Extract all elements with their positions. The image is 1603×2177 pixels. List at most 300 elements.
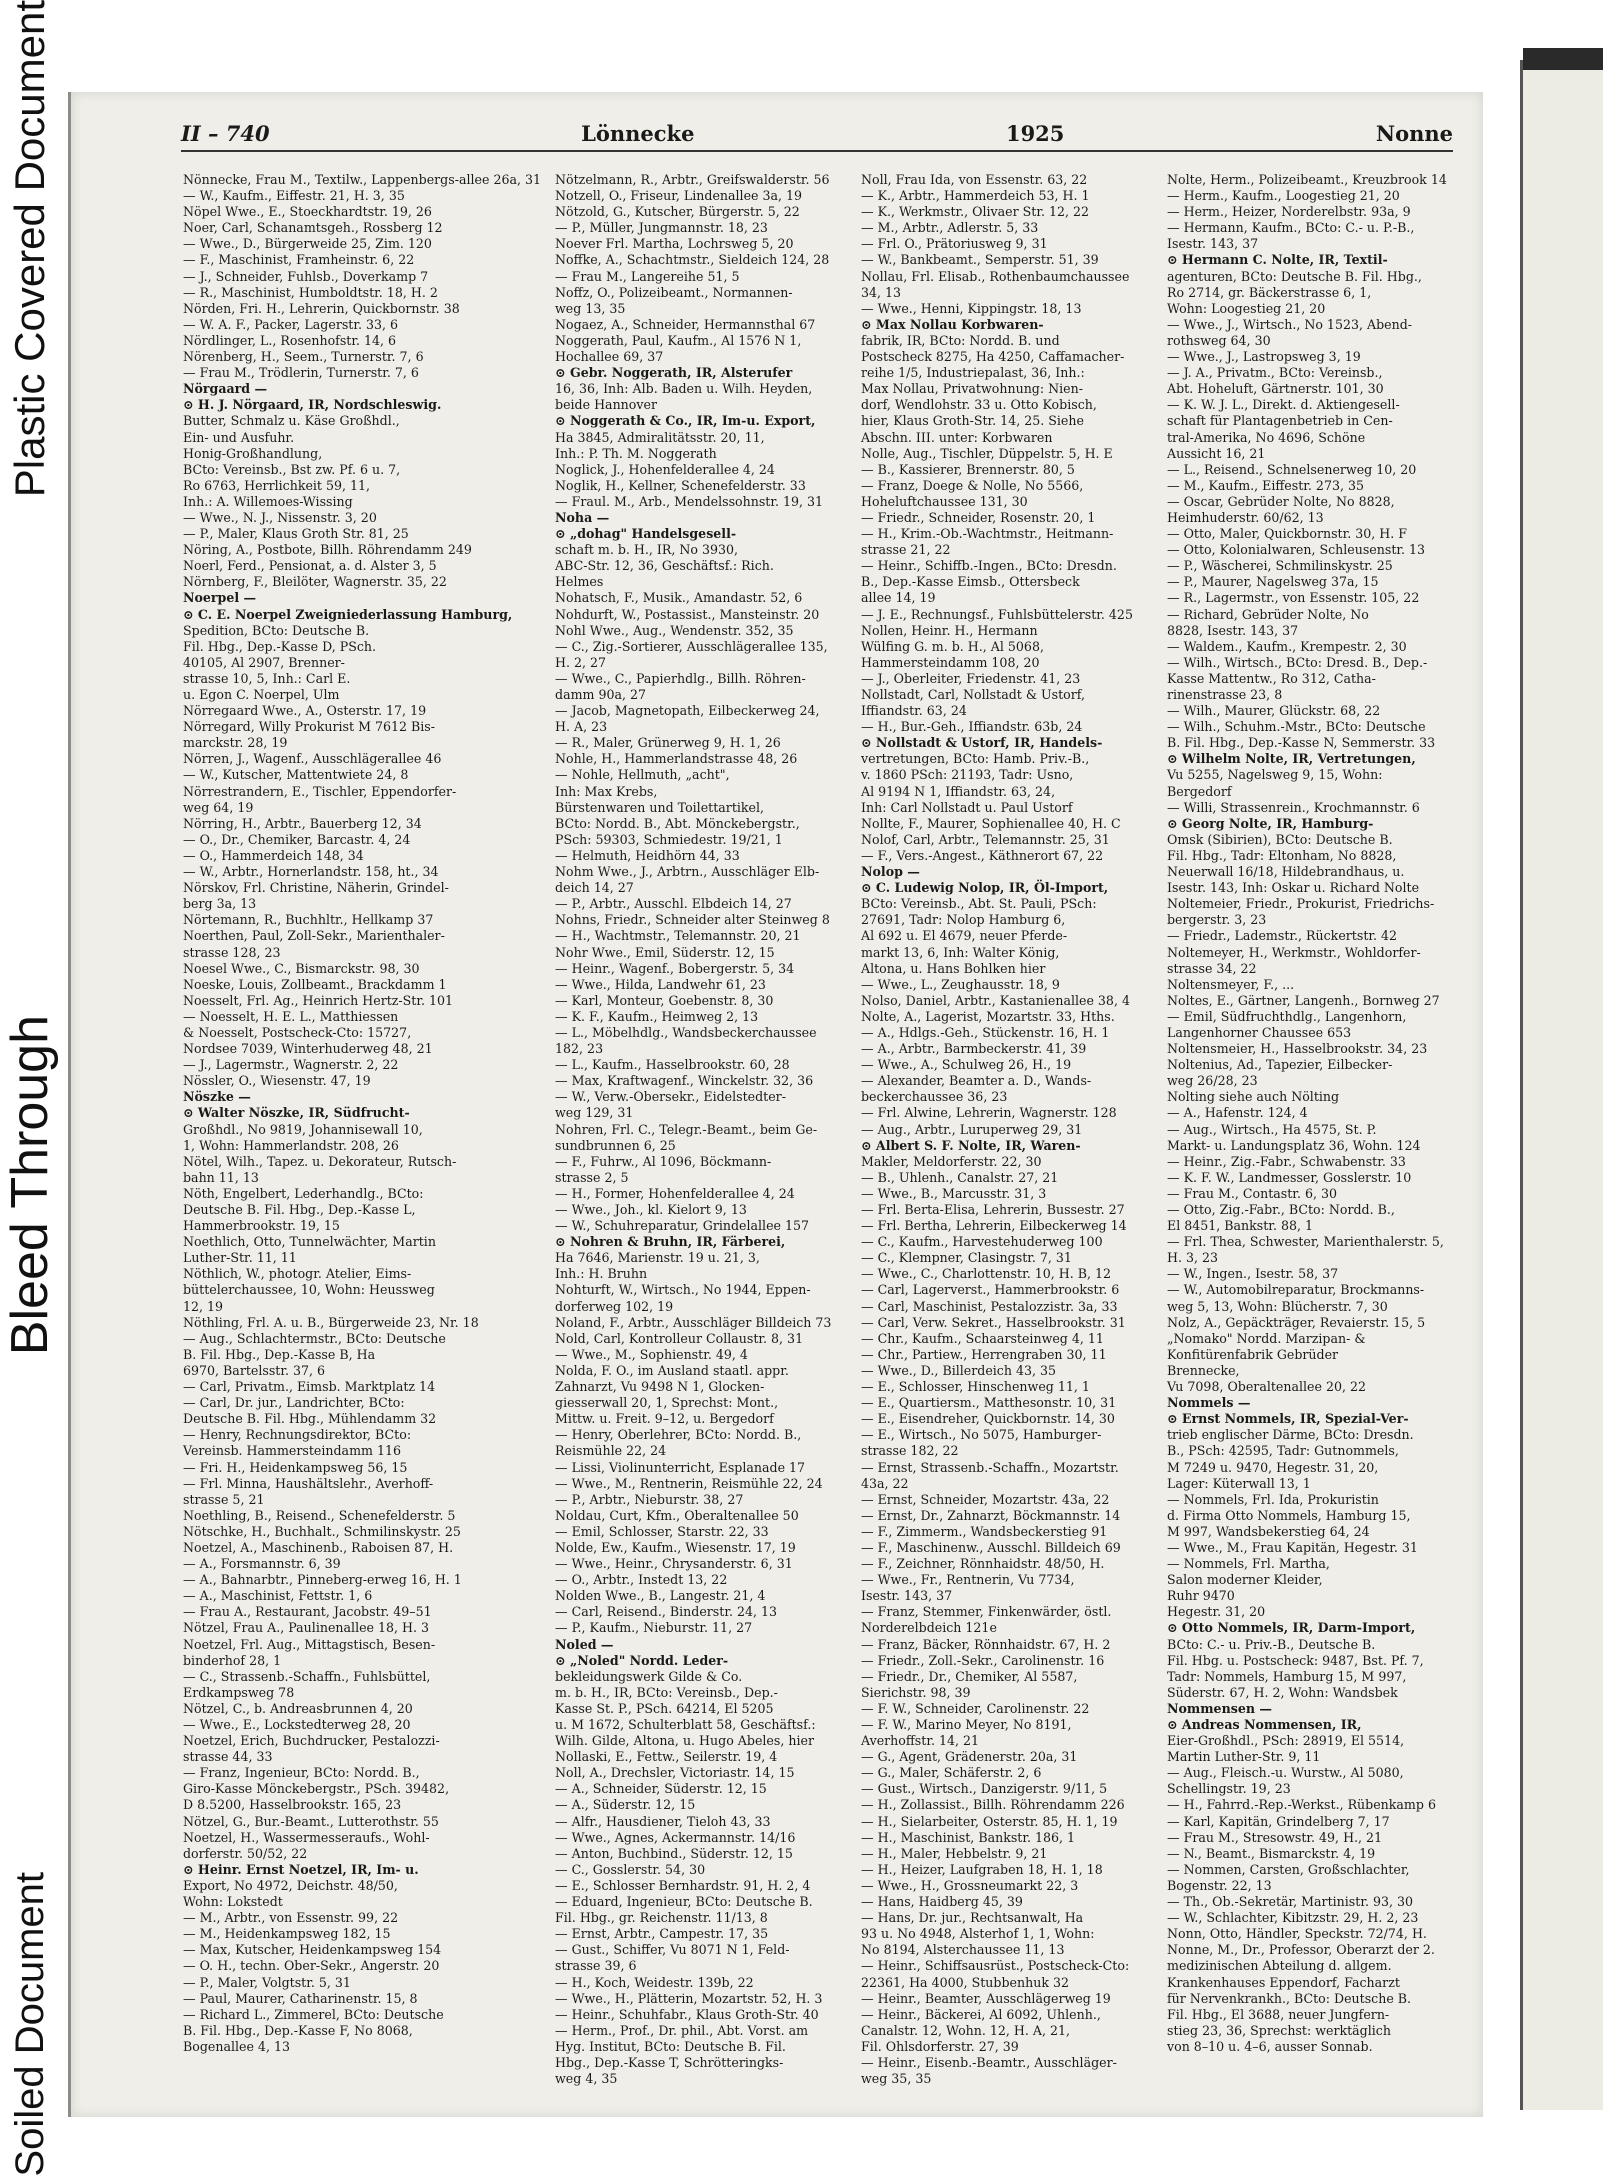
directory-entry: ⊙ Gebr. Noggerath, IR, Alsterufer — [555, 365, 793, 381]
directory-entry: Ein- und Ausfuhr. — [183, 429, 295, 445]
directory-entry: ⊙ Andreas Nommensen, IR, — [1167, 1717, 1362, 1732]
directory-entry: No 8194, Alsterchaussee 11, 13 — [861, 1942, 1065, 1958]
directory-entry: Noethlich, Otto, Tunnelwächter, Martin — [183, 1234, 436, 1250]
directory-entry: — G., Maler, Schäferstr. 2, 6 — [861, 1765, 1042, 1781]
directory-entry: d. Firma Otto Nommels, Hamburg 15, — [1167, 1507, 1411, 1523]
directory-entry: Fil. Ohlsdorferstr. 27, 39 — [861, 2038, 1019, 2054]
directory-entry: — E., Eisendreher, Quickbornstr. 14, 30 — [861, 1411, 1115, 1427]
directory-entry: — Ernst, Arbtr., Campestr. 17, 35 — [555, 1926, 769, 1942]
directory-entry: — W., Bankbeamt., Semperstr. 51, 39 — [861, 252, 1099, 268]
directory-entry: — R., Lagermstr., von Essenstr. 105, 22 — [1167, 590, 1420, 606]
directory-entry: — Carl, Reisend., Binderstr. 24, 13 — [555, 1604, 778, 1620]
directory-entry: Krankenhauses Eppendorf, Facharzt — [1167, 1974, 1400, 1990]
directory-entry: — J., Lagermstr., Wagnerstr. 2, 22 — [183, 1057, 399, 1073]
directory-entry: Fil. Hbg., Tadr: Eltonham, No 8828, — [1167, 847, 1397, 863]
directory-entry: Nolof, Carl, Arbtr., Telemannstr. 25, 31 — [861, 831, 1110, 847]
directory-entry: Mittw. u. Freit. 9–12, u. Bergedorf — [555, 1411, 774, 1427]
directory-entry: — W., Kutscher, Mattentwiete 24, 8 — [183, 767, 409, 783]
directory-entry: Nörren, J., Wagenf., Ausschlägerallee 46 — [183, 751, 442, 767]
directory-entry: 182, 23 — [555, 1041, 604, 1057]
directory-entry: — Aug., Schlachtermstr., BCto: Deutsche — [183, 1330, 446, 1346]
directory-entry: — Wwe., D., Billerdeich 43, 35 — [861, 1362, 1057, 1378]
directory-entry: — M., Heidenkampsweg 182, 15 — [183, 1926, 391, 1942]
directory-entry: — Aug., Fleisch.-u. Wurstw., Al 5080, — [1167, 1765, 1404, 1781]
directory-entry: Nolop — — [861, 864, 920, 880]
directory-entry: vertretungen, BCto: Hamb. Priv.-B., — [861, 751, 1090, 767]
directory-entry: — C., Gosslerstr. 54, 30 — [555, 1861, 706, 1877]
directory-entry: Wülfing G. m. b. H., Al 5068, — [861, 638, 1044, 654]
directory-entry: — Heinr., Schiffb.-Ingen., BCto: Dresdn. — [861, 558, 1117, 574]
directory-entry: Noldau, Curt, Kfm., Oberaltenallee 50 — [555, 1507, 799, 1523]
directory-entry: Nolda, F. O., im Ausland staatl. appr. — [555, 1362, 789, 1378]
directory-entry: Nollen, Heinr. H., Hermann — [861, 622, 1038, 638]
directory-entry: — A., Bahnarbtr., Pinneberg-erweg 16, H. 1 — [183, 1572, 462, 1588]
directory-entry: B. Fil. Hbg., Dep.-Kasse F, No 8068, — [183, 2022, 413, 2038]
directory-entry: B., PSch: 42595, Tadr: Gutnommels, — [1167, 1443, 1399, 1459]
directory-entry: — Friedr., Dr., Chemiker, Al 5587, — [861, 1668, 1078, 1684]
directory-entry: — Henry, Rechnungsdirektor, BCto: — [183, 1427, 412, 1443]
directory-entry: Noetzel, Frl. Aug., Mittagstisch, Besen- — [183, 1636, 436, 1652]
directory-entry: — Wwe., M., Sophienstr. 49, 4 — [555, 1346, 748, 1362]
directory-page — [68, 92, 1483, 2117]
directory-entry: Kasse St. P., PSch. 64214, El 5205 — [555, 1700, 774, 1716]
directory-entry: Norderelbdeich 121e — [861, 1620, 997, 1636]
directory-entry: — Ernst, Schneider, Mozartstr. 43a, 22 — [861, 1491, 1110, 1507]
directory-entry: — Fri. H., Heidenkampsweg 56, 15 — [183, 1459, 408, 1475]
directory-entry: — Wwe., Heinr., Chrysanderstr. 6, 31 — [555, 1556, 793, 1572]
directory-entry: Nollstadt, Carl, Nollstadt & Ustorf, — [861, 687, 1086, 702]
directory-entry: marckstr. 28, 19 — [183, 735, 288, 751]
directory-entry: — H., Heizer, Laufgraben 18, H. 1, 18 — [861, 1861, 1103, 1877]
directory-entry: — Wilh., Wirtsch., BCto: Dresd. B., Dep.- — [1167, 654, 1428, 670]
directory-entry: Wilh. Gilde, Altona, u. Hugo Abeles, hier — [555, 1733, 814, 1749]
directory-entry: Nörregaard Wwe., A., Osterstr. 17, 19 — [183, 703, 427, 719]
directory-entry: — Jacob, Magnetopath, Eilbeckerweg 24, — [555, 703, 820, 719]
directory-entry: — B., Uhlenh., Canalstr. 27, 21 — [861, 1169, 1059, 1185]
directory-entry: Vu 7098, Oberaltenallee 20, 22 — [1167, 1379, 1367, 1395]
directory-entry: — Nommen, Carsten, Großschlachter, — [1167, 1861, 1410, 1877]
directory-entry: — Heinr., Eisenb.-Beamtr., Ausschläger- — [861, 2054, 1117, 2070]
directory-entry: — Frl. Berta-Elisa, Lehrerin, Bussestr. 27 — [861, 1202, 1125, 1217]
directory-entry: — Richard, Gebrüder Nolte, No — [1167, 606, 1369, 622]
directory-entry: — E., Wirtsch., No 5075, Hamburger- — [861, 1427, 1102, 1443]
directory-entry: Langenhorner Chaussee 653 — [1167, 1024, 1352, 1040]
directory-entry: — Th., Ob.-Sekretär, Martinistr. 93, 30 — [1167, 1894, 1414, 1910]
directory-entry: Noerpel — — [183, 590, 257, 606]
directory-entry: Nollte, F., Maurer, Sophienallee 40, H. C — [861, 815, 1121, 831]
directory-entry: — Carl, Privatm., Eimsb. Marktplatz 14 — [183, 1379, 436, 1395]
directory-entry: — P., Arbtr., Nieburstr. 38, 27 — [555, 1491, 744, 1507]
directory-entry: BCto: C.- u. Priv.-B., Deutsche B. — [1167, 1636, 1376, 1652]
directory-entry: — Gust., Schiffer, Vu 8071 N 1, Feld- — [555, 1942, 790, 1958]
directory-entry: Ha 7646, Marienstr. 19 u. 21, 3, — [555, 1250, 760, 1266]
directory-entry: Inh: Max Krebs, — [555, 783, 658, 799]
directory-entry: Fil. Hbg., El 3688, neuer Jungfern- — [1167, 2006, 1390, 2022]
directory-entry: M 997, Wandsbekerstieg 64, 24 — [1167, 1523, 1370, 1539]
directory-entry: Tadr: Nommels, Hamburg 15, M 997, — [1167, 1668, 1407, 1684]
directory-entry: Noglick, J., Hohenfelderallee 4, 24 — [555, 461, 775, 477]
directory-entry: — K., Werkmstr., Olivaer Str. 12, 22 — [861, 204, 1090, 220]
directory-entry: Abt. Hoheluft, Gärtnerstr. 101, 30 — [1167, 381, 1384, 397]
directory-entry: 1, Wohn: Hammerlandstr. 208, 26 — [183, 1137, 399, 1153]
directory-entry: Eier-Großhdl., PSch: 28919, El 5514, — [1167, 1733, 1405, 1749]
directory-entry: Ro 2714, gr. Bäckerstrasse 6, 1, — [1167, 284, 1372, 300]
directory-entry: Vu 5255, Nagelsweg 9, 15, Wohn: — [1167, 767, 1383, 783]
adjacent-page-edge — [1520, 60, 1603, 2110]
directory-entry: 34, 13 — [861, 284, 902, 300]
directory-entry: — Emil, Schlosser, Starstr. 22, 33 — [555, 1523, 769, 1539]
directory-entry: ABC-Str. 12, 36, Geschäftsf.: Rich. — [555, 558, 774, 574]
directory-entry: Nolz, A., Gepäckträger, Revaierstr. 15, 5 — [1167, 1314, 1426, 1330]
directory-entry: — H., Maler, Hebbelstr. 9, 21 — [861, 1845, 1048, 1861]
directory-entry: beckerchaussee 36, 23 — [861, 1089, 1008, 1105]
directory-entry: für Nervenkrankh., BCto: Deutsche B. — [1167, 1990, 1412, 2006]
directory-entry: Nöth, Engelbert, Lederhandlg., BCto: — [183, 1185, 424, 1201]
directory-entry: Deutsche B. Fil. Hbg., Mühlendamm 32 — [183, 1411, 437, 1427]
directory-entry: u. M 1672, Schulterblatt 58, Geschäftsf.: — [555, 1717, 816, 1732]
directory-entry: — Frau M., Stresowstr. 49, H., 21 — [1167, 1829, 1383, 1845]
column-2 — [555, 172, 847, 2097]
directory-entry: bekleidungswerk Gilde & Co. — [555, 1668, 743, 1684]
directory-entry: 6970, Bartelsstr. 37, 6 — [183, 1362, 326, 1378]
directory-entry: — Richard L., Zimmerel, BCto: Deutsche — [183, 2006, 444, 2022]
directory-entry: Nöthlich, W., photogr. Atelier, Eims- — [183, 1266, 412, 1282]
directory-entry: — A., Süderstr. 12, 15 — [555, 1797, 696, 1813]
directory-entry: Abschn. III. unter: Korbwaren — [861, 429, 1053, 445]
directory-entry: 40105, Al 2907, Brenner- — [183, 654, 345, 670]
directory-entry: — Friedr., Lademstr., Rückertstr. 42 — [1167, 928, 1398, 944]
directory-entry: weg 13, 35 — [555, 300, 626, 316]
directory-entry: Export, No 4972, Deichstr. 48/50, — [183, 1877, 398, 1893]
directory-entry: Wohn: Loogestieg 21, 20 — [1167, 300, 1326, 316]
directory-entry: tral-Amerika, No 4696, Schöne — [1167, 429, 1366, 445]
directory-entry: bergerstr. 3, 23 — [1167, 912, 1267, 928]
directory-entry: — Hermann, Kaufm., BCto: C.- u. P.-B., — [1167, 220, 1415, 236]
directory-entry: Reismühle 22, 24 — [555, 1443, 667, 1459]
directory-entry: u. Egon C. Noerpel, Ulm — [183, 687, 340, 702]
directory-entry: — Fraul. M., Arb., Mendelssohnstr. 19, 31 — [555, 493, 824, 509]
directory-entry: Nordsee 7039, Winterhuderweg 48, 21 — [183, 1041, 433, 1057]
directory-entry: Omsk (Sibirien), BCto: Deutsche B. — [1167, 831, 1393, 847]
directory-entry: Noever Frl. Martha, Lochrsweg 5, 20 — [555, 236, 794, 252]
directory-entry: Noll, Frau Ida, von Essenstr. 63, 22 — [861, 172, 1088, 187]
directory-entry: H. 2, 27 — [555, 654, 607, 670]
directory-entry: — Gust., Wirtsch., Danzigerstr. 9/11, 5 — [861, 1781, 1108, 1797]
directory-columns — [183, 172, 1459, 2097]
directory-entry: reihe 1/5, Industriepalast, 36, Inh.: — [861, 365, 1085, 381]
directory-entry: — H., Koch, Weidestr. 139b, 22 — [555, 1974, 754, 1990]
directory-entry: Noll, A., Drechsler, Victoriastr. 14, 15 — [555, 1765, 795, 1781]
directory-entry: Lager: Küterwall 13, 1 — [1167, 1475, 1311, 1491]
directory-entry: — Franz, Ingenieur, BCto: Nordd. B., — [183, 1765, 420, 1781]
directory-entry: — Helmuth, Heidhörn 44, 33 — [555, 847, 740, 863]
directory-entry: Nolde, Ew., Kaufm., Wiesenstr. 17, 19 — [555, 1539, 796, 1555]
directory-entry: ⊙ C. E. Noerpel Zweigniederlassung Hamburg, — [183, 606, 513, 622]
directory-entry: — Nommels, Frl. Martha, — [1167, 1556, 1330, 1572]
directory-entry: — Wwe., Agnes, Ackermannstr. 14/16 — [555, 1829, 796, 1845]
directory-entry: — Wwe., M., Rentnerin, Reismühle 22, 24 — [555, 1475, 823, 1491]
directory-entry: PSch: 59303, Schmiedestr. 19/21, 1 — [555, 831, 783, 847]
directory-entry: — Heinr., Zig.-Fabr., Schwabenstr. 33 — [1167, 1153, 1406, 1169]
directory-entry: — Wwe., Fr., Rentnerin, Vu 7734, — [861, 1572, 1075, 1588]
directory-entry: v. 1860 PSch: 21193, Tadr: Usno, — [861, 767, 1074, 783]
directory-entry: — P., Maler, Volgtstr. 5, 31 — [183, 1974, 351, 1990]
directory-entry: — H., Bur.-Geh., Iffiandstr. 63b, 24 — [861, 719, 1083, 735]
directory-entry: — J. A., Privatm., BCto: Vereinsb., — [1167, 365, 1383, 381]
directory-entry: Nössler, O., Wiesenstr. 47, 19 — [183, 1073, 371, 1089]
directory-entry: Noetzel, A., Maschinenb., Raboisen 87, H. — [183, 1539, 454, 1555]
directory-entry: — Friedr., Zoll.-Sekr., Carolinenstr. 16 — [861, 1652, 1105, 1668]
directory-entry: — M., Arbtr., von Essenstr. 99, 22 — [183, 1910, 399, 1926]
directory-entry: — C., Zig.-Sortierer, Ausschlägerallee 135, — [555, 638, 828, 654]
directory-entry: Ha 3845, Admiralitätsstr. 20, 11, — [555, 429, 765, 445]
directory-entry: — L., Reisend., Schnelsenerweg 10, 20 — [1167, 461, 1417, 477]
directory-entry: Butter, Schmalz u. Käse Großhdl., — [183, 413, 400, 429]
column-3 — [861, 172, 1153, 2097]
directory-entry: Isestr. 143, 37 — [861, 1588, 953, 1604]
directory-entry: Nötzel, Frau A., Paulinenallee 18, H. 3 — [183, 1620, 430, 1636]
directory-entry: agenturen, BCto: Deutsche B. Fil. Hbg., — [1167, 268, 1422, 284]
directory-entry: M 7249 u. 9470, Hegestr. 31, 20, — [1167, 1459, 1379, 1475]
directory-entry: Bogenallee 4, 13 — [183, 2038, 290, 2054]
directory-entry: Martin Luther-Str. 9, 11 — [1167, 1749, 1321, 1765]
side-note-bleed-through: Bleed Through — [1, 1014, 59, 1355]
directory-entry: — Wwe., Hilda, Landwehr 61, 23 — [555, 976, 766, 992]
directory-entry: weg 64, 19 — [183, 799, 254, 815]
directory-entry: Nonn, Otto, Händler, Speckstr. 72/74, H. — [1167, 1926, 1427, 1942]
directory-entry: — O., Hammerdeich 148, 34 — [183, 847, 364, 863]
directory-entry: trieb englischer Därme, BCto: Dresdn. — [1167, 1427, 1414, 1443]
directory-entry: — Wwe., J., Lastropsweg 3, 19 — [1167, 349, 1361, 365]
directory-entry: sundbrunnen 6, 25 — [555, 1137, 676, 1153]
directory-entry: Nommels — — [1167, 1395, 1251, 1411]
directory-entry: — W., Automobilreparatur, Brockmanns- — [1167, 1282, 1425, 1298]
directory-entry: Markt- u. Landungsplatz 36, Wohn. 124 — [1167, 1137, 1421, 1153]
directory-entry: Nörnberg, F., Bleilöter, Wagnerstr. 35, 22 — [183, 574, 447, 590]
directory-entry: Averhoffstr. 14, 21 — [861, 1733, 980, 1749]
directory-entry: Noetzel, Erich, Buchdrucker, Pestalozzi- — [183, 1733, 440, 1749]
directory-entry: Noltemeier, Friedr., Prokurist, Friedrichs- — [1167, 896, 1435, 912]
directory-entry: — Wwe., C., Charlottenstr. 10, H. B, 12 — [861, 1266, 1112, 1282]
directory-entry: Noffke, A., Schachtmstr., Sieldeich 124, 28 — [555, 252, 830, 268]
directory-entry: — Aug., Wirtsch., Ha 4575, St. P. — [1167, 1121, 1377, 1137]
directory-entry: 16, 36, Inh: Alb. Baden u. Wilh. Heyden, — [555, 381, 813, 397]
directory-entry: ⊙ Ernst Nommels, IR, Spezial-Ver- — [1167, 1411, 1409, 1427]
directory-entry: Süderstr. 67, H. 2, Wohn: Wandsbek — [1167, 1684, 1398, 1700]
directory-entry: — W., Ingen., Isestr. 58, 37 — [1167, 1266, 1339, 1282]
directory-entry: „Nomako" Nordd. Marzipan- & — [1167, 1330, 1366, 1346]
directory-entry: strasse 21, 22 — [861, 542, 951, 558]
directory-entry: Großhdl., No 9819, Johannisewall 10, — [183, 1121, 423, 1137]
directory-entry: — H., Krim.-Ob.-Wachtmstr., Heitmann- — [861, 526, 1114, 542]
directory-entry: — Wwe., Henni, Kippingstr. 18, 13 — [861, 300, 1082, 316]
directory-entry: — M., Arbtr., Adlerstr. 5, 33 — [861, 220, 1039, 236]
directory-entry: Deutsche B. Fil. Hbg., Dep.-Kasse L, — [183, 1202, 416, 1217]
directory-entry: bahn 11, 13 — [183, 1169, 259, 1185]
directory-entry: — Wwe., E., Lockstedterweg 28, 20 — [183, 1717, 411, 1732]
directory-entry: Helmes — [555, 574, 604, 590]
directory-entry: Nörenberg, H., Seem., Turnerstr. 7, 6 — [183, 349, 424, 365]
directory-entry: Noer, Carl, Schanamtsgeh., Rossberg 12 — [183, 220, 443, 236]
directory-entry: — K. F., Kaufm., Heimweg 2, 13 — [555, 1008, 759, 1024]
directory-entry: — A., Forsmannstr. 6, 39 — [183, 1556, 341, 1572]
directory-entry: Salon moderner Kleider, — [1167, 1572, 1323, 1588]
directory-entry: — Otto, Maler, Quickbornstr. 30, H. F — [1167, 526, 1408, 542]
directory-entry: strasse 44, 33 — [183, 1749, 273, 1765]
directory-entry: — Wwe., M., Frau Kapitän, Hegestr. 31 — [1167, 1539, 1418, 1555]
directory-entry: Hyg. Institut, BCto: Deutsche B. Fil. — [555, 2038, 786, 2054]
directory-entry: — P., Arbtr., Ausschl. Elbdeich 14, 27 — [555, 896, 792, 912]
directory-entry: Ruhr 9470 — [1167, 1588, 1235, 1604]
directory-entry: — Nohle, Hellmuth, „acht", — [555, 767, 730, 783]
directory-entry: ⊙ Hermann C. Nolte, IR, Textil- — [1167, 252, 1388, 268]
directory-entry: Nohns, Friedr., Schneider alter Steinweg 8 — [555, 912, 830, 928]
directory-entry: — L., Möbelhdlg., Wandsbeckerchaussee — [555, 1024, 817, 1040]
directory-entry: ⊙ Albert S. F. Nolte, IR, Waren- — [861, 1137, 1081, 1153]
directory-entry: Nollau, Frl. Elisab., Rothenbaumchaussee — [861, 268, 1130, 284]
directory-entry: — Carl, Lagerverst., Hammerbrookstr. 6 — [861, 1282, 1120, 1298]
directory-entry: — A., Hdlgs.-Geh., Stückenstr. 16, H. 1 — [861, 1024, 1110, 1040]
directory-entry: giesserwall 20, 1, Sprechst: Mont., — [555, 1395, 779, 1411]
directory-entry: — Ernst, Dr., Zahnarzt, Böckmannstr. 14 — [861, 1507, 1121, 1523]
directory-entry: — Alfr., Hausdiener, Tieloh 43, 33 — [555, 1813, 771, 1829]
directory-entry: Nöszke — — [183, 1089, 251, 1105]
directory-entry: B. Fil. Hbg., Dep.-Kasse N, Semmerstr. 33 — [1167, 735, 1436, 751]
page-number: II – 740 — [181, 120, 270, 146]
directory-entry: ⊙ C. Ludewig Nolop, IR, Öl-Import, — [861, 880, 1109, 896]
directory-entry: — F. W., Schneider, Carolinenstr. 22 — [861, 1700, 1090, 1716]
directory-entry: — Wilh., Maurer, Glückstr. 68, 22 — [1167, 703, 1381, 719]
directory-entry: Nohle, H., Hammerlandstrasse 48, 26 — [555, 751, 798, 767]
directory-entry: — Heinr., Beamter, Ausschlägerweg 19 — [861, 1990, 1111, 2006]
directory-entry: ⊙ Georg Nolte, IR, Hamburg- — [1167, 815, 1374, 831]
directory-entry: Notzell, O., Friseur, Lindenallee 3a, 19 — [555, 188, 803, 204]
directory-entry: — W., Verw.-Obersekr., Eidelstedter- — [555, 1089, 786, 1105]
directory-entry: 22361, Ha 4000, Stubbenhuk 32 — [861, 1974, 1069, 1990]
directory-entry: Schellingstr. 19, 23 — [1167, 1781, 1291, 1797]
directory-entry: Noltes, E., Gärtner, Langenh., Bornweg 27 — [1167, 992, 1440, 1008]
directory-entry: B., Dep.-Kasse Eimsb., Ottersbeck — [861, 574, 1080, 590]
directory-entry: — Wilh., Schuhm.-Mstr., BCto: Deutsche — [1167, 719, 1426, 735]
directory-entry: — H., Zollassist., Billh. Röhrendamm 226 — [861, 1797, 1125, 1813]
directory-entry: — Waldem., Kaufm., Krempestr. 2, 30 — [1167, 638, 1407, 654]
directory-entry: Spedition, BCto: Deutsche B. — [183, 622, 370, 638]
directory-entry: m. b. H., IR, BCto: Vereinsb., Dep.- — [555, 1684, 778, 1700]
directory-entry: — J., Schneider, Fuhlsb., Doverkamp 7 — [183, 268, 429, 284]
directory-entry: ⊙ Wilhelm Nolte, IR, Vertretungen, — [1167, 751, 1416, 767]
directory-entry: Nöpel Wwe., E., Stoeckhardtstr. 19, 26 — [183, 204, 432, 220]
directory-entry: weg 35, 35 — [861, 2071, 932, 2087]
directory-entry: Nörrestrandern, E., Tischler, Eppendorfer- — [183, 783, 457, 799]
directory-entry: Heimhuderstr. 60/62, 13 — [1167, 509, 1324, 525]
directory-entry: ⊙ Nohren & Bruhn, IR, Färberei, — [555, 1234, 786, 1250]
directory-entry: Nolte, A., Lagerist, Mozartstr. 33, Hths. — [861, 1008, 1115, 1024]
directory-entry: ⊙ Nollstadt & Ustorf, IR, Handels- — [861, 735, 1103, 751]
directory-entry: Noeske, Louis, Zollbeamt., Brackdamm 1 — [183, 976, 447, 992]
directory-entry: — F., Vers.-Angest., Käthnerort 67, 22 — [861, 847, 1104, 863]
directory-entry: — R., Maler, Grünerweg 9, H. 1, 26 — [555, 735, 781, 751]
directory-entry: — A., Maschinist, Fettstr. 1, 6 — [183, 1588, 373, 1604]
directory-entry: Nolden Wwe., B., Langestr. 21, 4 — [555, 1588, 766, 1604]
directory-entry: ⊙ H. J. Nörgaard, IR, Nordschleswig. — [183, 397, 442, 413]
directory-entry: — Anton, Buchbind., Süderstr. 12, 15 — [555, 1845, 793, 1861]
directory-entry: Konfitürenfabrik Gebrüder — [1167, 1346, 1339, 1362]
directory-entry: — C., Klempner, Clasingstr. 7, 31 — [861, 1250, 1072, 1266]
header-year: 1925 — [1005, 120, 1065, 146]
directory-entry: — Chr., Kaufm., Schaarsteinweg 4, 11 — [861, 1330, 1104, 1346]
directory-entry: weg 4, 35 — [555, 2071, 618, 2087]
directory-entry: Nönnecke, Frau M., Textilw., Lappenbergs-allee 26a, 31 — [183, 172, 542, 187]
directory-entry: ⊙ Heinr. Ernst Noetzel, IR, Im- u. — [183, 1861, 419, 1877]
directory-entry: — Wwe., Joh., kl. Kielort 9, 13 — [555, 1202, 747, 1217]
directory-entry: Isestr. 143, Inh: Oskar u. Richard Nolte — [1167, 880, 1420, 896]
directory-entry: — P., Maurer, Nagelsweg 37a, 15 — [1167, 574, 1379, 590]
directory-entry: Noltenius, Ad., Tapezier, Eilbecker- — [1167, 1057, 1393, 1073]
directory-entry: binderhof 28, 1 — [183, 1652, 282, 1668]
directory-entry: stieg 23, 36, Sprechst: werktäglich — [1167, 2022, 1391, 2038]
directory-entry: Nold, Carl, Kontrolleur Collaustr. 8, 31 — [555, 1330, 804, 1346]
directory-entry: strasse 5, 21 — [183, 1491, 265, 1507]
directory-entry: — Max, Kutscher, Heidenkampsweg 154 — [183, 1942, 442, 1958]
directory-entry: — Carl, Verw. Sekret., Hasselbrookstr. 31 — [861, 1314, 1126, 1330]
directory-entry: — Heinr., Schuhfabr., Klaus Groth-Str. 40 — [555, 2006, 819, 2022]
directory-entry: — Herm., Prof., Dr. phil., Abt. Vorst. am — [555, 2022, 809, 2038]
directory-entry: — Henry, Oberlehrer, BCto: Nordd. B., — [555, 1427, 802, 1443]
directory-entry: strasse 128, 23 — [183, 944, 281, 960]
directory-entry: deich 14, 27 — [555, 880, 634, 896]
directory-entry: markt 13, 6, Inh: Walter König, — [861, 944, 1060, 960]
directory-entry: Giro-Kasse Mönckebergstr., PSch. 39482, — [183, 1781, 450, 1797]
directory-entry: — Frl. Minna, Haushältslehr., Averhoff- — [183, 1475, 434, 1491]
directory-entry: strasse 182, 22 — [861, 1443, 959, 1459]
directory-entry: Hbg., Dep.-Kasse T, Schrötteringks- — [555, 2054, 784, 2070]
directory-entry: Nötschke, H., Buchhalt., Schmilinskystr. 25 — [183, 1523, 461, 1539]
directory-entry: Noerl, Ferd., Pensionat, a. d. Alster 3, 5 — [183, 558, 437, 574]
directory-entry: — P., Wäscherei, Schmilinskystr. 25 — [1167, 558, 1393, 574]
directory-entry: damm 90a, 27 — [555, 687, 647, 702]
directory-entry: Noha — — [555, 509, 610, 525]
side-note-plastic-covered: Plastic Covered Document — [6, 0, 53, 498]
directory-entry: von 8–10 u. 4–6, ausser Sonnab. — [1167, 2038, 1373, 2054]
directory-entry: Bürstenwaren und Toilettartikel, — [555, 799, 765, 815]
directory-entry: Hammersteindamm 108, 20 — [861, 654, 1040, 670]
header-right-word: Nonne — [1375, 120, 1453, 146]
directory-entry: BCto: Nordd. B., Abt. Mönckebergstr., — [555, 815, 800, 831]
directory-entry: Nötzel, C., b. Andreasbrunnen 4, 20 — [183, 1700, 413, 1716]
directory-entry: — C., Strassenb.-Schaffn., Fuhlsbüttel, — [183, 1668, 431, 1684]
directory-entry: Nolting siehe auch Nölting — [1167, 1089, 1340, 1105]
directory-entry: Isestr. 143, 37 — [1167, 236, 1259, 252]
directory-entry: Noethling, B., Reisend., Schenefelderstr. 5 — [183, 1507, 456, 1523]
directory-entry: — Hans, Dr. jur., Rechtsanwalt, Ha — [861, 1910, 1084, 1926]
directory-entry: weg 26/28, 23 — [1167, 1073, 1258, 1089]
directory-entry: — E., Quartiersm., Matthesonstr. 10, 31 — [861, 1395, 1117, 1411]
directory-entry: schaft für Plantagenbetrieb in Cen- — [1167, 413, 1393, 429]
directory-entry: — Wwe., H., Plätterin, Mozartstr. 52, H. 3 — [555, 1990, 823, 2006]
directory-entry: Nonne, M., Dr., Professor, Oberarzt der 2. — [1167, 1942, 1435, 1958]
directory-entry: hier, Klaus Groth-Str. 14, 25. Siehe — [861, 413, 1084, 429]
directory-entry: Luther-Str. 11, 11 — [183, 1250, 297, 1266]
directory-entry: — O. H., techn. Ober-Sekr., Angerstr. 20 — [183, 1958, 440, 1974]
directory-entry: 12, 19 — [183, 1298, 224, 1314]
directory-entry: — Herm., Kaufm., Loogestieg 21, 20 — [1167, 188, 1400, 204]
directory-entry: — Friedr., Schneider, Rosenstr. 20, 1 — [861, 509, 1096, 525]
directory-entry: & Noesselt, Postscheck-Cto: 15727, — [183, 1024, 412, 1040]
directory-entry: — Franz, Doege & Nolle, No 5566, — [861, 477, 1084, 493]
directory-entry: Al 9194 N 1, Iffiandstr. 63, 24, — [861, 783, 1056, 799]
directory-entry: Nörregard, Willy Prokurist M 7612 Bis- — [183, 719, 436, 735]
directory-entry: Noltensmeier, H., Hasselbrookstr. 34, 23 — [1167, 1041, 1428, 1057]
